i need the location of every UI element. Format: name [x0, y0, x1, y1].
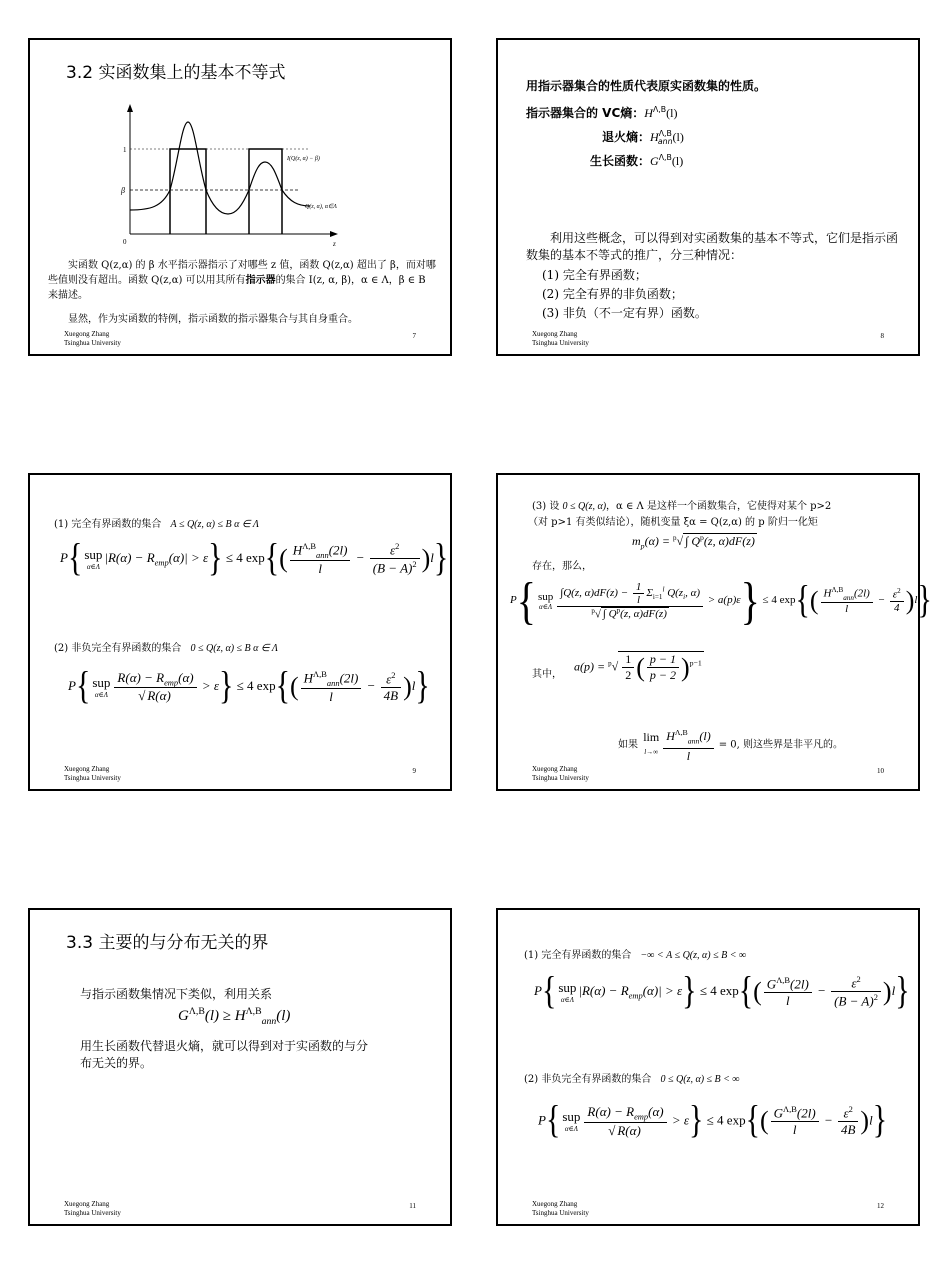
footer-author: Xuegong Zhang [532, 765, 578, 773]
bound-formula-4: P{ sup α∈Λ $|R(\alpha) - R_{emp}(\alpha)| > \varepsilon\} \le 4$ exp{( $\frac{G^{\Lambda,B}(2l)}{l}$ − $\frac{\varepsilon^2}{(B - A)^2}$ )l} [534, 969, 910, 1013]
footer [532, 765, 589, 783]
footer-affiliation: Tsinghua University [64, 1209, 121, 1217]
case-1-line: (1) 完全有界函数的集合 −∞ < A ≤ Q(z, α) ≤ B < ∞ [524, 950, 747, 961]
page-number: 11 [409, 1202, 416, 1210]
bound-formula-1: P{ sup α∈Λ $|R(\alpha) - R_{emp}(\alpha)| > \varepsilon\} \le 4$ exp{( $\frac{H^{\Lambda,B}_{ann}(2l)}{l}$ − $\frac{\varepsilon^2}{(B - A)^2}$ )l} [60, 536, 449, 580]
footer-affiliation: Tsinghua University [532, 774, 589, 782]
indicator-figure [110, 102, 370, 252]
vc-entropy-line: 指示器集合的 VC熵：$H^{\Lambda,B}(l)$ [526, 105, 678, 120]
bound-formula-5: P{ sup α∈Λ $\frac{R(\alpha) - R_{emp}(\alpha)}{√ R(\alpha)}$ > ε} ≤ 4 exp{( $\frac{G^{\Lambda,B}(2l)}{l}$ − $\frac{\varepsilon^2}{4B}$ )l} [538, 1099, 888, 1143]
footer-author: Xuegong Zhang [532, 330, 578, 338]
footer-author: Xuegong Zhang [64, 330, 110, 338]
footer [532, 1200, 589, 1218]
slide-7 [28, 38, 452, 356]
footer-author: Xuegong Zhang [64, 765, 110, 773]
case-list [542, 266, 707, 323]
footer-affiliation: Tsinghua University [64, 339, 121, 347]
page-number: 9 [412, 767, 416, 775]
slide-12 [496, 908, 920, 1226]
case-item-3: (3) 非负（不一定有界）函数。 [542, 306, 707, 320]
paragraph-2: 显然，作为实函数的特例，指示函数的指示器集合与其自身重合。 [68, 314, 358, 325]
case-2-line: (2) 非负完全有界函数的集合 0 ≤ Q(z, α) ≤ B α ∈ Λ [54, 643, 278, 654]
footer-affiliation: Tsinghua University [532, 339, 589, 347]
nontrivial-condition: 如果 lim l→∞ $\frac{H^{\Lambda,B}_{ann}(l)}{l}$ = 0, 则这些界是非平凡的。 [618, 725, 843, 764]
page-number: 12 [877, 1202, 884, 1210]
indicator-label: I(Q(z, α) − β) [287, 156, 320, 162]
exists-text: 存在，那么， [532, 561, 592, 572]
relation-formula: $G^{\Lambda,B}(l) \ge H^{\Lambda,B}_{ann}(l)$ [178, 1006, 291, 1027]
footer-affiliation: Tsinghua University [532, 1209, 589, 1217]
footer [532, 330, 589, 348]
slide-title: 3.3 主要的与分布无关的界 [66, 933, 269, 953]
slide-10 [496, 473, 932, 791]
slide-9 [28, 473, 452, 791]
y-label-beta: β [121, 186, 125, 195]
moment-formula: $m_p(\alpha) = ^p√$ ∫ $Q^p(z$, α)dF(z) [632, 533, 755, 551]
summary-paragraph: 利用这些概念，可以得到对实函数集的基本不等式，它们是指示函数集的基本不等式的推广，分三种情况： [526, 231, 899, 262]
x-label: z [333, 240, 336, 248]
slide-title: 3.2 实函数集上的基本不等式 [66, 63, 286, 83]
footer-affiliation: Tsinghua University [64, 774, 121, 782]
annealed-entropy-line: 退火熵：$H^{\Lambda,B}_{ann}(l)$ [602, 129, 684, 147]
footer-author: Xuegong Zhang [64, 1200, 110, 1208]
a-p-formula: a(p) = $^p$√ $\frac{1}{2}$ ( $\frac{p - 1}{p - 2}$ )$^{p-1}$ [574, 652, 702, 682]
intro-line: 用指示器集合的性质代表原实函数集的性质。 [526, 79, 767, 93]
bound-formula-2: P{ sup α∈Λ $\frac{R(\alpha) - R_{emp}(\alpha)}{√ R(\alpha)}$ > ε} ≤ 4 exp{( $\frac{H^{\Lambda,B}_{ann}(2l)}{l}$ − $\frac{\varepsilon^2}{4B}$ )l} [68, 664, 430, 708]
function-curve [130, 122, 310, 214]
case-3-line-2: （对 p>1 有类似结论），随机变量 ξα = Q(z,α) 的 p 阶归一化矩 [528, 517, 818, 528]
bound-formula-3: P{ sup α∈Λ ∫Q(z, α)dF(z) − $\frac{1}{l}$ $\Sigma_{i=1}^l$ $Q(z_i$, α) $^p$√ ∫ $Q^p(z$, α)dF(z) > a(p)ε} ≤ 4 exp{( $\frac{H^{\Lambda,B}_{ann}(2l)}{l}$ − $\frac{\varepsilon^2}{4}$ )l} [510, 571, 932, 630]
page-number: 10 [877, 767, 884, 775]
y-label-one: 1 [123, 146, 127, 154]
case-2-line: (2) 非负完全有界函数的集合 0 ≤ Q(z, α) ≤ B < ∞ [524, 1074, 740, 1085]
paragraph-1: 实函数 Q(z,α) 的 β 水平指示器指示了对哪些 z 值，函数 Q(z,α) 超出了 β，而对哪些值则没有超出。函数 Q(z,α) 可以用其所有指示器的集合 I(z, α, β)，α ∈ Λ，β ∈ B 来描述。 [48, 260, 436, 301]
growth-function-line: 生长函数：$G^{\Lambda,B}(l)$ [590, 153, 684, 168]
footer [64, 1200, 121, 1218]
x-axis-arrow [330, 231, 338, 237]
y-axis-arrow [127, 104, 133, 112]
function-label: Q(z, α), α∈Λ [305, 204, 337, 210]
case-item-2: (2) 完全有界的非负函数； [542, 287, 683, 301]
page-number: 7 [412, 332, 416, 340]
relation-conclusion: 用生长函数代替退火熵，就可以得到对于实函数的与分布无关的界。 [80, 1039, 369, 1070]
page-number: 8 [880, 332, 884, 340]
relation-intro: 与指示函数集情况下类似，利用关系 [80, 987, 273, 1001]
origin-label: 0 [123, 238, 127, 246]
indicator-pulse-1 [170, 149, 206, 234]
where-text: 其中， [532, 669, 562, 680]
footer [64, 330, 121, 348]
footer-author: Xuegong Zhang [532, 1200, 578, 1208]
slide-8 [496, 38, 920, 356]
footer [64, 765, 121, 783]
case-item-1: (1) 完全有界函数； [542, 268, 647, 282]
slide-11 [28, 908, 452, 1226]
case-1-line: (1) 完全有界函数的集合 A ≤ Q(z, α) ≤ B α ∈ Λ [54, 519, 259, 530]
case-3-line-1: (3) 设 0 ≤ Q(z, α)，α ∈ Λ 是这样一个函数集合，它使得对某个 p>2 [532, 501, 832, 512]
